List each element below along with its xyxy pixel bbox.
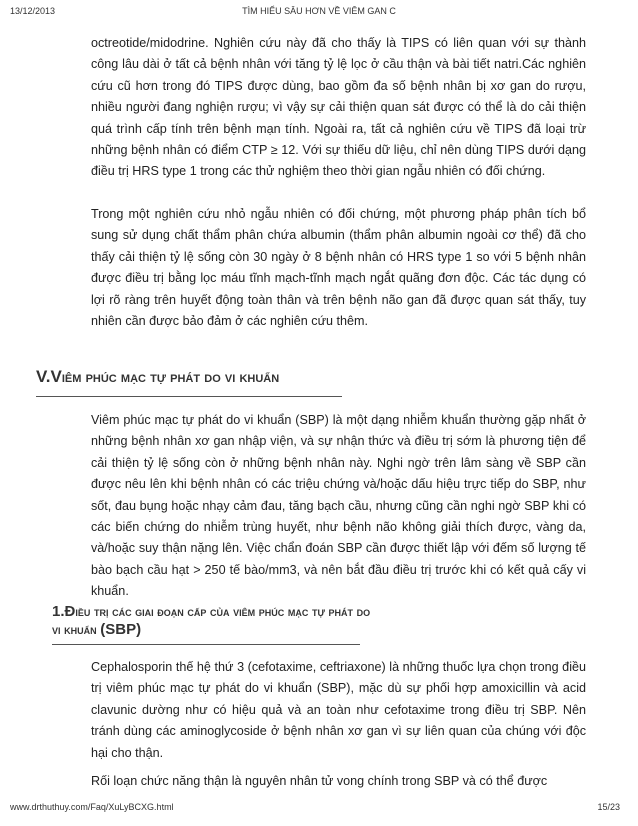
section-heading-text: iêm phúc mạc tự phát do vi khuẩn	[61, 369, 280, 386]
paragraph-sbp-diagnosis: Viêm phúc mạc tự phát do vi khuẩn (SBP) là một dạng nhiễm khuẩn thường gặp nhất ở những bệnh nhân xơ gan nhập viện, và sự nhận thức và điều trị sớm là phương tiện để cải thiện tỷ lệ sống còn ở những bệnh nhân này. Nghi ngờ trên lâm sàng về SBP cần được nêu lên khi bệnh nhân có các triệu chứng và/hoặc dấu hiệu trực tiếp do SBP, như sốt, đau bụng hoặc nhạy cảm đau, tăng bạch cầu, nhưng cũng cần nghi ngờ SBP khi có các biến chứng do nhiễm trùng huyết, như bệnh não không giải thích được, vàng da, và/hoặc suy thận nặng lên. Việc chẩn đoán SBP cần được thiết lập với đếm số lượng tế bào bạch cầu hạt > 250 tế bào/mm3, và nên bắt đầu điều trị trước khi có kết quả cấy vi khuẩn.	[91, 413, 586, 599]
subsection-heading-acute-treatment	[52, 603, 372, 639]
document-title: TÌM HIỂU SÂU HƠN VỀ VIÊM GAN C	[242, 6, 396, 16]
paragraph-renal-dysfunction: Rối loạn chức năng thận là nguyên nhân tử vong chính trong SBP và có thể được	[91, 774, 548, 788]
subsection-heading-text: iều trị các giai đoạn cấp của viêm phúc mạc tự phát do vi khuẩn	[52, 604, 371, 637]
subsection-heading-abbr: (SBP)	[100, 621, 142, 638]
paragraph-tips-studies: octreotide/midodrine. Nghiên cứu này đã cho thấy là TIPS có liên quan với sự thành công lâu dài ở tất cả bệnh nhân với tăng tỷ lệ lọc ở cầu thận và bài tiết natri.Các nghiên cứu cũ hơn trong đó TIPS được dùng, bao gồm đa số bệnh nhân bị xơ gan do rượu, nhiều người đang nghiện rượu; vì vậy sự cải thiện quan sát được có thể là do cải thiện quá trình cấp tính trên bệnh mạn tính. Ngoài ra, tất cả nghiên cứu về TIPS đã loại trừ những bệnh nhân có điểm CTP ≥ 12. Với sự thiếu dữ liệu, chỉ nên dùng TIPS dưới dạng điều trị HRS type 1 trong các thử nghiệm theo thời gian ngẫu nhiên có đối chứng.	[91, 36, 586, 179]
paragraph-albumin-dialysis: Trong một nghiên cứu nhỏ ngẫu nhiên có đối chứng, một phương pháp phân tích bổ sung sử dụng chất thẩm phân chứa albumin (thẩm phân albumin ngoài cơ thể) đã cho thấy cải thiện tỷ lệ sống còn 30 ngày ở 8 bệnh nhân có HRS type 1 so với 5 bệnh nhân được điều trị bằng lọc máu tĩnh mạch-tĩnh mạch ngắt quãng đơn độc. Các tác dụng có lợi rõ ràng trên huyết động toàn thân và trên bệnh não gan đã được quan sát thấy, tuy nhiên cần được bảo đảm ở các nghiên cứu thêm.	[91, 207, 586, 329]
section-rule	[36, 396, 342, 397]
source-url: www.drthuthuy.com/Faq/XuLyBCXG.html	[10, 802, 174, 812]
paragraph-cephalosporin: Cephalosporin thế hệ thứ 3 (cefotaxime, ceftriaxone) là những thuốc lựa chọn trong điều trị viêm phúc mạc tự phát do vi khuẩn (SBP), mặc dù sự phối hợp amoxicillin và acid clavunic dường như có hiệu quả và an toàn như cefotaxime trong điều trị SBP. Nên tránh dùng các aminoglycoside ở bệnh nhân xơ gan vì sự liên quan của chúng với độc hại cho thận.	[91, 660, 586, 760]
subsection-rule	[52, 644, 360, 645]
print-date: 13/12/2013	[10, 6, 56, 16]
subsection-heading-number: 1.Đ	[52, 603, 76, 620]
page-number: 15/23	[597, 802, 620, 812]
section-heading-number: V.V	[36, 367, 62, 386]
section-heading-sbp	[36, 367, 279, 387]
